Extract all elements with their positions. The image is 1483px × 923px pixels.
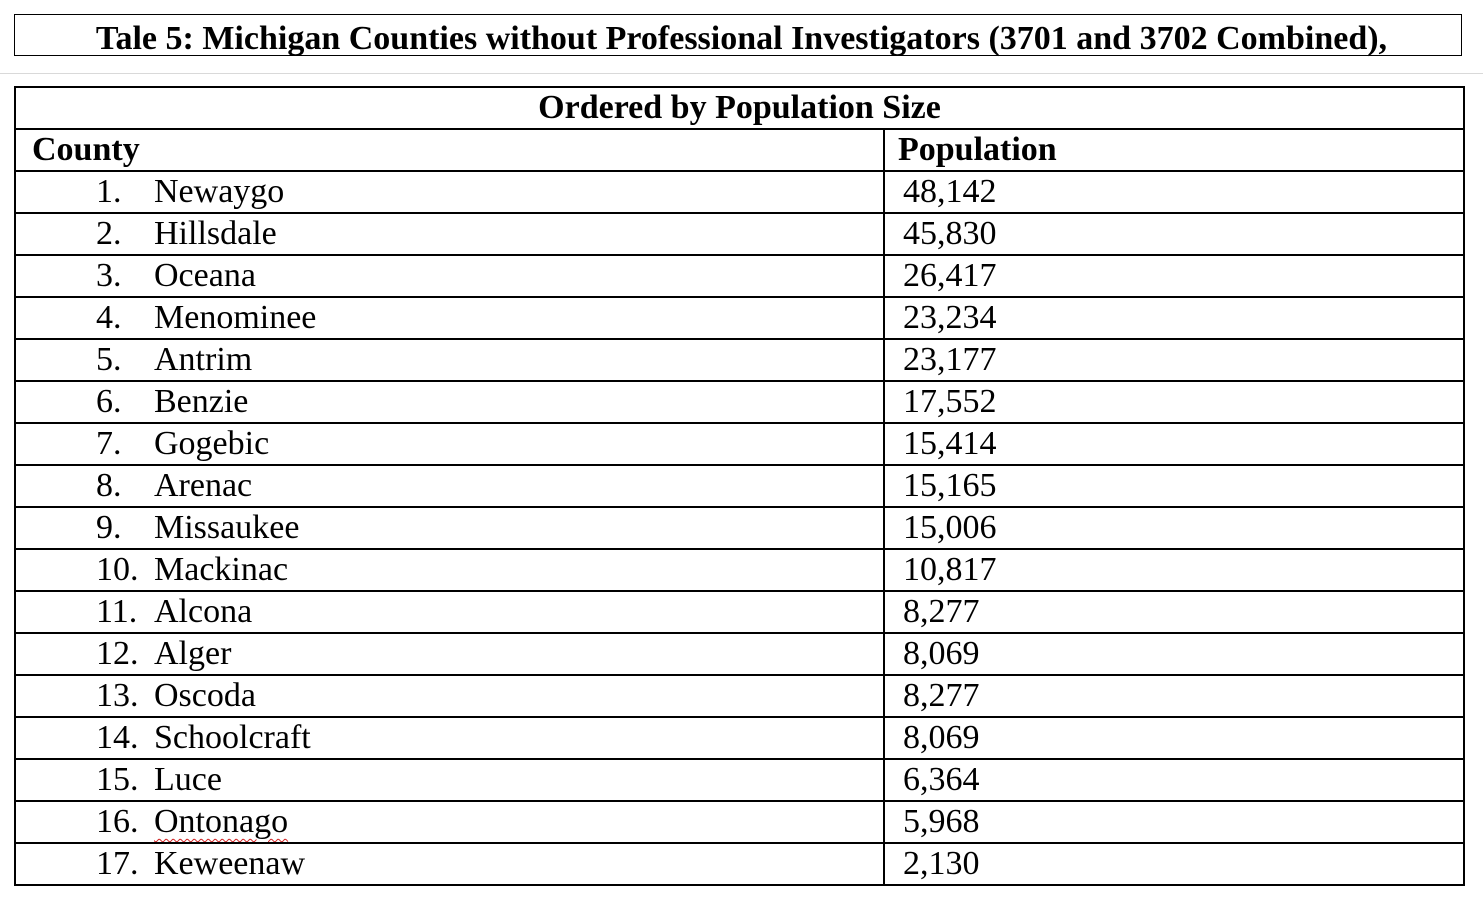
table-row: [15, 339, 1464, 381]
county-column-header: County: [15, 129, 884, 171]
population-cell: 8,069: [884, 633, 1464, 675]
county-cell: [15, 507, 884, 549]
population-cell: 15,165: [884, 465, 1464, 507]
table-row: [15, 591, 1464, 633]
county-cell: [15, 465, 884, 507]
table-row: [15, 213, 1464, 255]
rank-number: 15.: [96, 761, 139, 798]
county-cell: [15, 843, 884, 885]
table-header-row: [15, 129, 1464, 171]
rank-number: 16.: [96, 803, 139, 840]
table-row: [15, 297, 1464, 339]
county-name: Benzie: [154, 383, 249, 420]
county-population-table: [14, 86, 1465, 886]
county-cell: [15, 171, 884, 213]
population-cell: 8,277: [884, 591, 1464, 633]
county-name: Schoolcraft: [154, 719, 311, 756]
county-name: Alcona: [154, 593, 253, 630]
rank-number: 2.: [96, 215, 122, 252]
county-cell: [15, 591, 884, 633]
county-name: Hillsdale: [154, 215, 277, 252]
population-cell: 8,069: [884, 717, 1464, 759]
rank-number: 13.: [96, 677, 139, 714]
rank-number: 4.: [96, 299, 122, 336]
population-cell: 2,130: [884, 843, 1464, 885]
county-cell: [15, 297, 884, 339]
page-title: Tale 5: Michigan Counties without Professional Investigators (3701 and 3702 Combined),: [95, 20, 1388, 57]
rank-number: 12.: [96, 635, 139, 672]
county-name: Mackinac: [154, 551, 289, 588]
county-cell: [15, 675, 884, 717]
population-cell: 15,414: [884, 423, 1464, 465]
population-cell: 23,234: [884, 297, 1464, 339]
table-row: [15, 507, 1464, 549]
county-cell: [15, 381, 884, 423]
rank-number: 7.: [96, 425, 122, 462]
county-name: Antrim: [154, 341, 253, 378]
rank-number: 17.: [96, 845, 139, 882]
rank-number: 9.: [96, 509, 122, 546]
county-cell: [15, 255, 884, 297]
rank-number: 8.: [96, 467, 122, 504]
table-row: [15, 465, 1464, 507]
table-row: [15, 801, 1464, 843]
population-cell: 17,552: [884, 381, 1464, 423]
county-cell: [15, 801, 884, 843]
page-break-divider: [0, 73, 1483, 74]
table-row: [15, 843, 1464, 885]
county-cell: [15, 549, 884, 591]
table-row: [15, 675, 1464, 717]
population-cell: 23,177: [884, 339, 1464, 381]
county-name: Arenac: [154, 467, 253, 504]
rank-number: 14.: [96, 719, 139, 756]
county-name: Missaukee: [154, 509, 300, 546]
population-cell: 8,277: [884, 675, 1464, 717]
table-row: [15, 171, 1464, 213]
table-row: [15, 381, 1464, 423]
county-name: Oscoda: [154, 677, 256, 714]
county-name: Luce: [154, 761, 222, 798]
rank-number: 11.: [96, 593, 138, 630]
population-column-header: Population: [884, 129, 1464, 171]
population-cell: 15,006: [884, 507, 1464, 549]
rank-number: 1.: [96, 173, 122, 210]
table-row: [15, 717, 1464, 759]
county-cell: [15, 759, 884, 801]
county-name: Newaygo: [154, 173, 285, 210]
county-name: Alger: [154, 635, 232, 672]
table-caption-row: [15, 87, 1464, 129]
table-row: [15, 633, 1464, 675]
county-cell: [15, 423, 884, 465]
county-cell: [15, 339, 884, 381]
county-name: Oceana: [154, 257, 256, 294]
population-cell: 48,142: [884, 171, 1464, 213]
county-cell: [15, 633, 884, 675]
county-name: Ontonago: [154, 803, 289, 840]
population-cell: 45,830: [884, 213, 1464, 255]
table-row: [15, 423, 1464, 465]
table-row: [15, 549, 1464, 591]
table-row: [15, 255, 1464, 297]
population-cell: 26,417: [884, 255, 1464, 297]
county-name: Keweenaw: [154, 845, 306, 882]
rank-number: 10.: [96, 551, 139, 588]
county-name: Menominee: [154, 299, 317, 336]
population-cell: 6,364: [884, 759, 1464, 801]
table-caption: Ordered by Population Size: [15, 87, 1464, 129]
rank-number: 6.: [96, 383, 122, 420]
county-name: Gogebic: [154, 425, 270, 462]
population-cell: 5,968: [884, 801, 1464, 843]
county-cell: [15, 213, 884, 255]
population-cell: 10,817: [884, 549, 1464, 591]
table-row: [15, 759, 1464, 801]
rank-number: 3.: [96, 257, 122, 294]
rank-number: 5.: [96, 341, 122, 378]
county-cell: [15, 717, 884, 759]
